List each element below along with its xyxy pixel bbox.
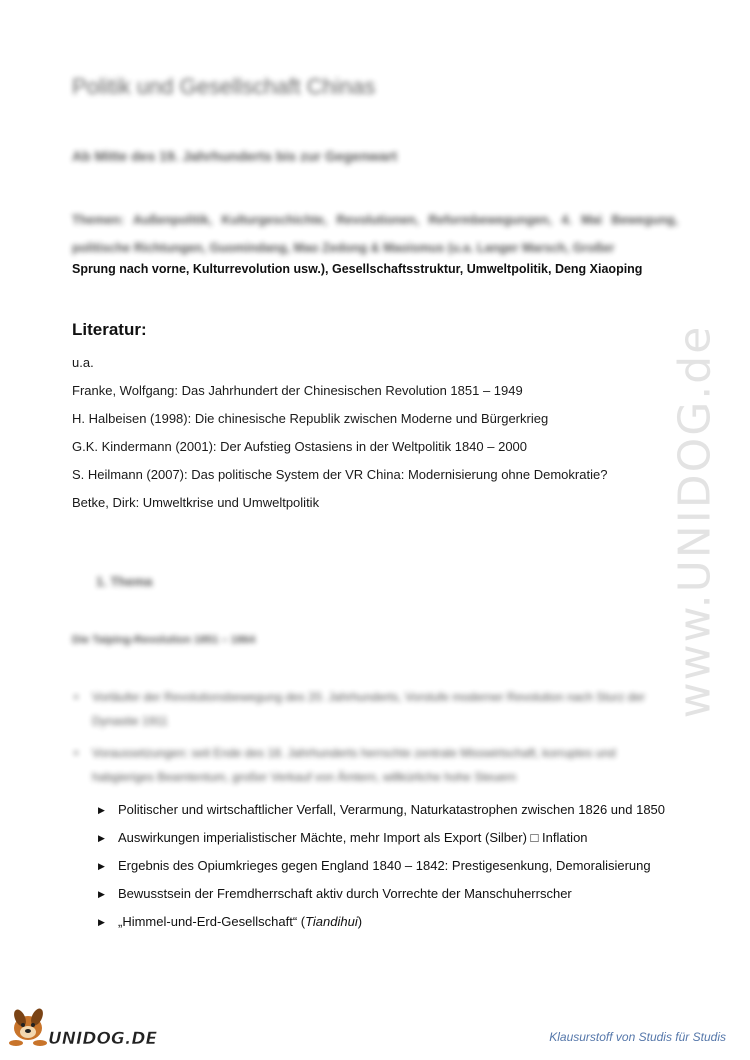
arrow-icon: ▶	[98, 889, 105, 899]
literature-item: S. Heilmann (2007): Das politische System der VR China: Modernisierung ohne Demokratie?	[72, 467, 608, 482]
section-title: 1. Thema	[96, 574, 153, 589]
bullet-item: • Voraussetzungen: seit Ende des 18. Jahrhunderts herrschte zentrale Misswirtschaft, korruptes und habgieriges Beamtentum, großer Verkauf von Ämtern, willkürliche hohe Steuern	[72, 741, 678, 789]
subbullet-text-prefix: „Himmel-und-Erd-Gesellschaft“ (	[118, 914, 306, 929]
literature-item: H. Halbeisen (1998): Die chinesische Republik zwischen Moderne und Bürgerkrieg	[72, 411, 549, 426]
arrow-icon: ▶	[98, 917, 105, 927]
subbullet-text: Bewusstsein der Fremdherrschaft aktiv durch Vorrechte der Manschuherrscher	[118, 886, 572, 901]
arrow-icon: ▶	[98, 861, 105, 871]
dog-mascot-icon	[9, 1007, 47, 1046]
arrow-icon: ▶	[98, 805, 105, 815]
subbullet-item	[96, 908, 678, 936]
literature-item: u.a.	[72, 355, 94, 370]
subbullet-text-italic: Tiandihui	[305, 914, 358, 929]
document-subtitle: Ab Mitte des 19. Jahrhunderts bis zur Gegenwart	[72, 148, 398, 164]
section-subtitle: Die Taiping-Revolution 1851 – 1864	[72, 634, 256, 646]
bullet-item: • Vorläufer der Revolutionsbewegung des 20. Jahrhunderts, Vorstufe moderner Revolution nach Sturz der Dynastie 1911	[72, 685, 678, 733]
literature-list	[72, 352, 607, 520]
literature-item: G.K. Kindermann (2001): Der Aufstieg Ostasiens in der Weltpolitik 1840 – 2000	[72, 439, 528, 454]
subbullet-text-suffix: )	[357, 914, 363, 929]
subbullet-item	[96, 824, 678, 852]
literature-item: Betke, Dirk: Umweltkrise und Umweltpolitik	[72, 495, 320, 510]
literature-item: Franke, Wolfgang: Das Jahrhundert der Chinesischen Revolution 1851 – 1949	[72, 383, 523, 398]
subbullet-list	[96, 796, 678, 936]
subbullet-item	[96, 880, 678, 908]
themes-visible: Sprung nach vorne, Kulturrevolution usw.), Gesellschaftsstruktur, Umweltpolitik, Deng Xiaoping	[72, 262, 643, 276]
subbullet-text: Ergebnis des Opiumkrieges gegen England 1840 – 1842: Prestigesenkung, Demoralisierung	[118, 858, 651, 873]
literature-heading: Literatur:	[72, 320, 147, 339]
bullet-list	[72, 685, 678, 797]
unidog-logo[interactable]	[4, 994, 164, 1050]
themes-blurred: Themen: Außenpolitik, Kulturgeschichte, Revolutionen, Reformbewegungen, 4. Mai Bewegung, politische Richtungen, Guomindang, Mao Zedong & Maoismus (u.a. Langer Marsch, Großer	[72, 213, 678, 255]
subbullet-item	[96, 852, 678, 880]
subbullet-text: Politischer und wirtschaftlicher Verfall, Verarmung, Naturkatastrophen zwischen 1826 und 1850	[118, 802, 666, 817]
subbullet-item	[96, 796, 678, 824]
subbullet-text: Auswirkungen imperialistischer Mächte, mehr Import als Export (Silber) □ Inflation	[118, 830, 588, 845]
logo-text: UNIDOG.DE	[48, 1029, 158, 1049]
footer-slogan: Klausurstoff von Studis für Studis	[549, 1030, 726, 1044]
document-title: Politik und Gesellschaft Chinas	[72, 74, 376, 99]
arrow-icon: ▶	[98, 833, 105, 843]
watermark-text: www.UNIDOG.de	[669, 324, 721, 719]
